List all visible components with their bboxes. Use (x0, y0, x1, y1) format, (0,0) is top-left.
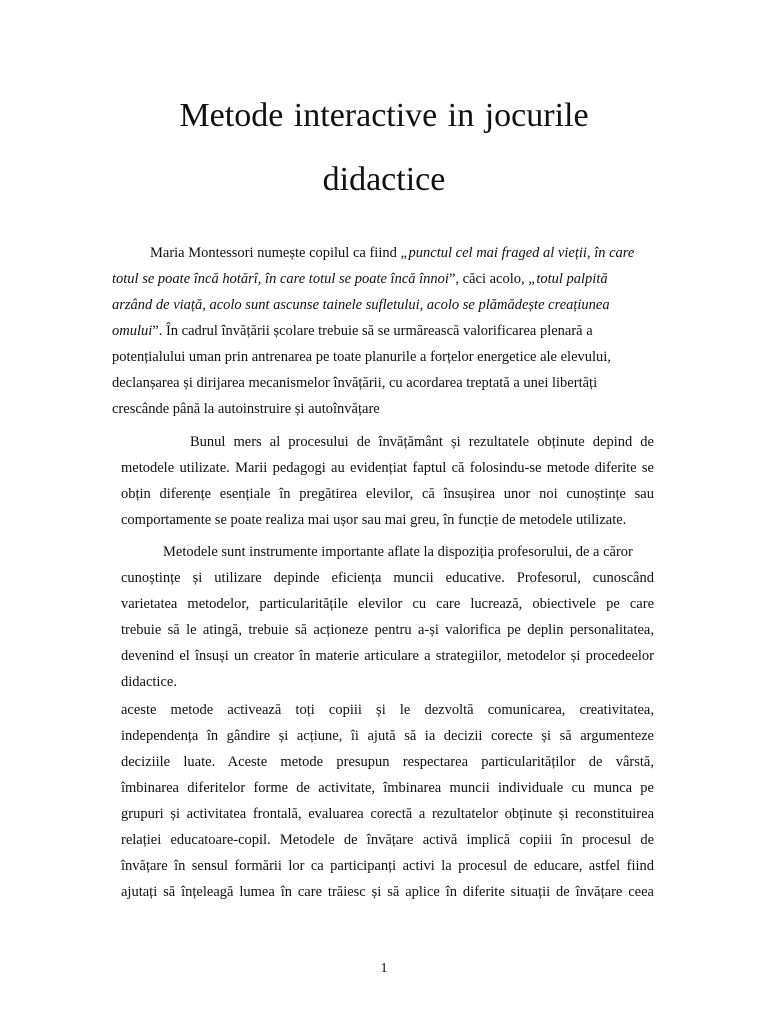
paragraph-line (112, 270, 608, 288)
italic-quote: totul se poate încă hotărî, în care totul se poate încă înnoi (112, 271, 449, 287)
paragraph-line: potențialului uman prin antrenarea pe toate planurile a forțelor energetice ale elevului, (112, 349, 611, 365)
paragraph-line: obțin diferențe esențiale în pregătirea elevilor, că însușirea unor noi cunoștințe sau (121, 486, 654, 502)
paragraph-line: cunoștințe și utilizare depinde eficiența muncii educative. Profesorul, cunoscând (121, 570, 654, 586)
paragraph-line: relației educatoare-copil. Metodele de învățare activă implică copiii în procesul de (121, 832, 654, 848)
italic-quote: omului (112, 323, 153, 339)
italic-quote: „totul palpită (528, 271, 608, 287)
text-run: ”, căci acolo, (448, 271, 529, 287)
paragraph-line: trebuie să le atingă, trebuie să acționeze pentru a-și valorifica pe deplin personalitatea, (121, 622, 654, 638)
paragraph-line: devenind el însuși un creator în materie articulare a strategiilor, metodelor și procedeelor (121, 648, 654, 664)
paragraph-line: metodele utilizate. Marii pedagogi au evidențiat faptul că folosindu-se metode diferite se (121, 460, 654, 476)
paragraph-line: deciziile luate. Aceste metode presupun respectarea particularităților de vârstă, (121, 754, 654, 770)
paragraph-line: grupuri și activitatea frontală, evaluarea corectă a rezultatelor obținute și reconstituirea (121, 806, 654, 822)
paragraph-line: declanșarea și dirijarea mecanismelor învățării, cu acordarea treptată a unei libertăți (112, 375, 598, 391)
title-line-2: didactice (322, 161, 446, 198)
paragraph-line: crescânde până la autoinstruire și autoînvățare (112, 401, 380, 417)
italic-quote: „punctul cel mai fraged al vieții, în care (400, 245, 635, 261)
paragraph-line: Bunul mers al procesului de învățământ și rezultatele obținute depind de (190, 434, 654, 450)
paragraph-line: comportamente se poate realiza mai ușor sau mai greu, în funcție de metodele utilizate. (121, 512, 627, 528)
paragraph-line: ajutați să înțeleagă lumea în care trăiesc și să aplice în diferite situații de învățare ceea (121, 884, 654, 900)
paragraph-line: varietatea metodelor, particularitățile elevilor cu care lucrează, obiectivele pe care (121, 596, 654, 612)
text-run: Maria Montessori numește copilul ca fiind (150, 245, 401, 261)
page-number: 1 (380, 961, 388, 976)
text-run: ”. În cadrul învățării școlare trebuie să se urmărească valorificarea plenară a (152, 323, 593, 339)
paragraph-line: Metodele sunt instrumente importante aflate la dispoziția profesorului, de a căror (163, 544, 633, 560)
paragraph-line: arzând de viață, acolo sunt ascunse tainele sufletului, acolo se plămădește creațiunea (112, 297, 610, 313)
paragraph-line: didactice. (121, 674, 177, 690)
paragraph-line: îmbinarea diferitelor forme de activitate, îmbinarea muncii individuale cu munca pe (121, 780, 654, 796)
paragraph-line: independența în gândire și acțiune, îi ajută să ia decizii corecte și să argumenteze (121, 728, 654, 744)
paragraph-line (112, 322, 593, 340)
title-line-1: Metode interactive in jocurile (179, 97, 589, 134)
paragraph-line: învățare în sensul formării lor ca participanți activi la procesul de educare, astfel fiind (121, 858, 654, 874)
paragraph-line: aceste metode activează toți copiii și le dezvoltă comunicarea, creativitatea, (121, 702, 654, 718)
paragraph-line (150, 244, 634, 262)
